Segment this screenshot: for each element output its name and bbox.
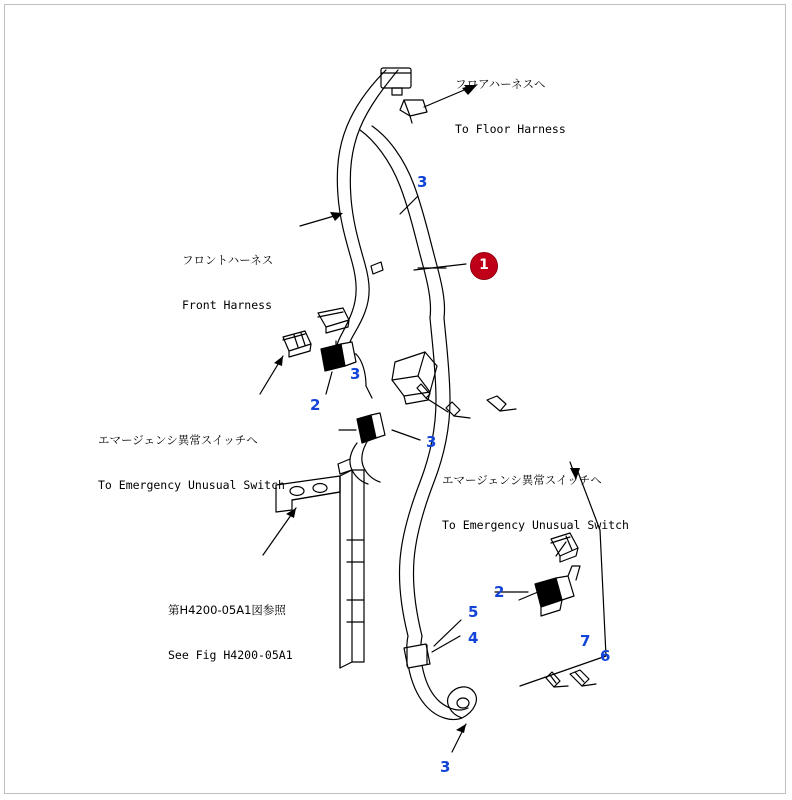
label-front-harness-en: Front Harness [182, 298, 273, 312]
item-number-2-left: 2 [310, 396, 321, 414]
item-number-3-top: 3 [417, 173, 428, 191]
label-see-figure-reference-en: See Fig H4200-05A1 [168, 648, 293, 662]
item-number-3-bottom: 3 [440, 758, 451, 776]
bolt-group-mid [417, 384, 516, 418]
plug-upper-left [283, 331, 311, 357]
item-number-2-right: 2 [494, 583, 505, 601]
item-number-3-mid-left: 3 [350, 365, 361, 383]
label-to-emergency-unusual-switch-right [442, 443, 629, 563]
label-to-emergency-unusual-switch-left [98, 403, 285, 523]
label-to-emergency-unusual-switch-left-en: To Emergency Unusual Switch [98, 478, 285, 492]
label-see-figure-reference-jp: 第H4200-05A1図参照 [168, 603, 286, 617]
label-to-floor-harness-jp: フロアハーネスへ [455, 77, 546, 91]
harness-clamp-upper [371, 262, 383, 274]
item-number-7: 7 [580, 632, 591, 650]
arrow-bottom-terminal [452, 724, 466, 752]
label-to-emergency-unusual-switch-right-jp: エマージェンシ異常スイッチへ [442, 473, 602, 487]
clamp-lower-leader [432, 620, 461, 652]
item-number-4: 4 [468, 629, 479, 647]
item-number-5: 5 [468, 603, 479, 621]
plug-upper-left-arrow [260, 356, 283, 394]
label-front-harness [182, 223, 273, 343]
bolt-item-6 [570, 670, 596, 686]
floor-harness-connector [381, 68, 427, 123]
bolt-item-7 [546, 672, 568, 687]
item-number-6: 6 [600, 647, 611, 665]
connector-item-2-right [535, 566, 580, 616]
label-to-emergency-unusual-switch-right-en: To Emergency Unusual Switch [442, 518, 629, 532]
callout-1-leader [414, 264, 466, 270]
harness-clamp-mid [357, 413, 385, 443]
label-front-harness-jp: フロントハーネス [182, 253, 274, 267]
arrow-front-harness [300, 212, 343, 226]
connector-item-2-leader [326, 372, 332, 394]
label-to-floor-harness-en: To Floor Harness [455, 122, 566, 136]
harness-cable-left [337, 70, 398, 342]
harness-cable-lower-left [338, 440, 380, 484]
harness-cable-right [360, 126, 445, 318]
label-to-emergency-unusual-switch-left-jp: エマージェンシ異常スイッチへ [98, 433, 258, 447]
label-see-figure-reference [168, 573, 293, 693]
mid-connector-block [392, 352, 437, 404]
label-to-floor-harness [455, 47, 566, 167]
harness-clamp-lower [404, 644, 430, 668]
item-number-3-mid: 3 [426, 433, 437, 451]
callout-1: 1 [470, 252, 498, 280]
